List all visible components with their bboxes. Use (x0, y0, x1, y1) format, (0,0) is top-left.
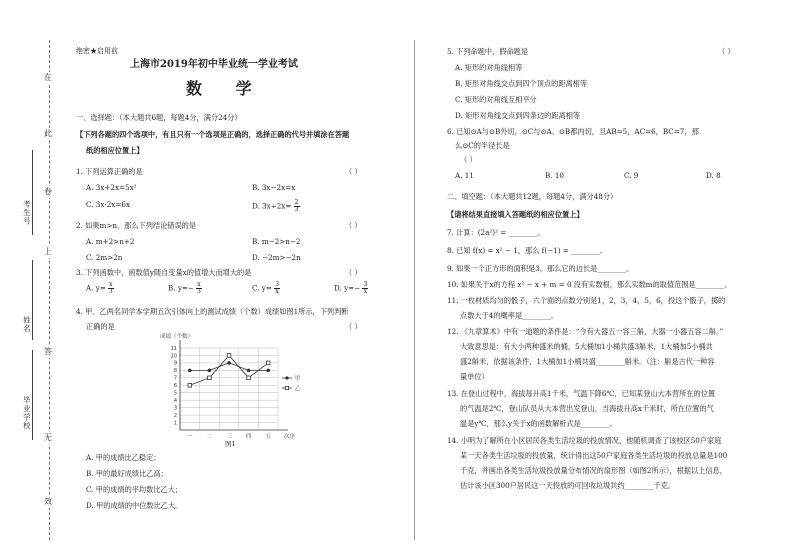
option-c[interactable]: C. 9 (624, 171, 639, 180)
answer-paren[interactable]: （ ） (345, 167, 362, 176)
answer-paren[interactable]: （ ） (345, 268, 362, 277)
y-tick-label: 6 (173, 383, 177, 390)
option-a[interactable]: A. 11 (455, 171, 474, 180)
binding-line (49, 40, 50, 540)
legend-label: 甲 (295, 376, 301, 382)
fraction-3-x: $\frac{3}{x}$ (275, 281, 280, 295)
binding-char: 无 (44, 433, 52, 442)
x-tick-label: 二 (206, 434, 213, 440)
name-label: 姓名 (22, 316, 32, 333)
column-divider (414, 40, 415, 540)
option-a-text: A. y= (86, 283, 106, 293)
option-d[interactable]: D. 8 (706, 171, 721, 180)
option-b[interactable]: B. 甲的最好成绩比乙高； (86, 469, 168, 478)
y-tick-label: 10 (170, 353, 177, 360)
y-tick-label: 4 (173, 397, 177, 404)
question-14: 某一天各类生活垃圾的投放量，统计得出这50户家庭各类生活垃圾的投放总量是100 (460, 451, 728, 460)
option-c[interactable] (252, 282, 280, 295)
answer-paren[interactable]: （ ） (345, 221, 362, 230)
option-b[interactable]: B. m−2>n−2 (252, 237, 301, 246)
y-tick-label: 8 (173, 368, 177, 375)
binding-char: 效 (44, 497, 52, 506)
data-point (247, 369, 251, 373)
question-12: 12. 《九章算术》中有一道题的条件是：“今有大器五一容三斛，大器一小器五容二斛。” (447, 327, 724, 336)
binding-char: 在 (44, 73, 52, 82)
data-point (208, 376, 212, 380)
question-10: 10. 如果关于x的方程 x² − x + m = 0 没有实数根，那么实数m的取值范围是________。 (447, 280, 732, 289)
x-tick-label: 四 (245, 434, 252, 440)
fraction-x-3: $\frac{x}{3}$ (108, 281, 113, 295)
option-a[interactable]: A. 3x+2x=5x² (86, 183, 137, 192)
fraction-2-3: $\frac{2}{3}$ (294, 199, 299, 213)
option-d-text: D. y=− (334, 283, 361, 293)
section1-heading: 一、选择题：（本大题共6题，每题4分，满分24分） (76, 113, 242, 122)
data-point (247, 376, 251, 380)
question-12: 大致意思是：有大小两种盛米的桶，5大桶加1小桶共盛3斛米，1大桶加5小桶共 (460, 342, 713, 351)
question-11: 11. 一枚材质均匀的骰子，六个面的点数分别是1，2，3，4，5，6，投这个骰子，掷的 (447, 296, 726, 305)
legend-label: 乙 (295, 386, 301, 392)
option-d-text: D. 3x÷2x= (252, 201, 292, 211)
option-b-text: B. y=− (168, 283, 194, 293)
question-9: 9. 如果一个正方形的面积是3，那么它的边长是________。 (447, 264, 634, 273)
question-8: 8. 已知 f(x) = x² − 1，那么 f(−1) = ________。 (447, 246, 608, 255)
data-point (266, 369, 270, 373)
data-point (188, 383, 192, 387)
school-field[interactable] (32, 350, 33, 440)
y-tick-label: 5 (173, 390, 177, 397)
y-tick-label: 1 (173, 420, 177, 427)
question-2-stem: 2. 如果m>n，那么下列结论错误的是 (76, 221, 197, 230)
option-b[interactable]: B. 3x−2x=x (252, 183, 296, 192)
answer-paren[interactable]: （ ） (460, 155, 477, 164)
x-tick-label: 一 (187, 434, 193, 440)
option-b[interactable]: B. 10 (545, 171, 564, 180)
question-12: 盛2斛米，依据该条件，1大桶加1小桶共盛________斛米。（注：斛是古代一种容 (460, 357, 715, 366)
data-point (227, 361, 231, 365)
question-4-stem: 正确的是 (86, 322, 115, 331)
option-c[interactable]: C. 2m>2n (86, 253, 123, 262)
question-5-stem: 5. 下列命题中，假命题是 (447, 47, 529, 56)
answer-paren[interactable]: （ ） (718, 47, 735, 56)
section2-instruction: 【请将结果直接填入答题纸的相应位置上】 (447, 210, 584, 219)
y-tick-label: 3 (173, 405, 177, 412)
data-point (208, 369, 212, 373)
fraction-x-3: $\frac{x}{3}$ (197, 281, 201, 295)
option-a[interactable]: A. 甲的成绩比乙稳定； (86, 453, 161, 462)
question-1-stem: 1. 下列运算正确的是 (76, 167, 143, 176)
data-point (266, 361, 270, 365)
option-d[interactable] (252, 200, 300, 213)
binding-char: 此 (44, 129, 52, 138)
binding-char: 上 (44, 247, 52, 256)
subject-title: 数 学 (186, 79, 266, 98)
binding-char: 答 (44, 347, 52, 356)
question-14: 估计该小区300户居民这一天投放的可回收垃圾共约________千克。 (460, 481, 675, 490)
student-id-label: 考生号 (22, 200, 32, 226)
question-6-stem: 么⊙C的半径长是 (455, 141, 510, 150)
option-b[interactable] (168, 282, 202, 295)
question-11: 点数大于4的概率是________。 (460, 311, 559, 320)
x-axis-label: 次序 (284, 434, 296, 440)
question-13: 温是y℃，那么y关于x的函数解析式是________。 (460, 419, 617, 428)
question-4-stem: 4. 甲、乙两名同学本学期五次引体向上的测试成绩（个数）成绩如图1所示，下列判断 (76, 307, 349, 316)
option-d[interactable]: D. −2m>−2n (252, 253, 301, 262)
question-13: 的气温是2℃，登山队员从大本营出发登山，当海拔升高x千米时，所在位置的气 (460, 404, 714, 413)
option-a[interactable]: A. m+2>n+2 (86, 237, 135, 246)
section1-instruction: 【下列各题的四个选项中，有且只有一个选项是正确的，选择正确的代号并填涂在答题 (76, 130, 350, 139)
option-a[interactable]: A. 矩形的对角线相等 (455, 63, 523, 72)
question-14: 千克，并画出各类生活垃圾投放量分布情况的扇形图（如图2所示），根据以上信息， (460, 466, 727, 475)
question-13: 13. 在登山过程中，海拔每升高1千米，气温下降6℃，已知某登山大本营所在的位置 (447, 389, 716, 398)
option-c[interactable]: C. 3x·2x=6x (86, 200, 130, 209)
figure-1-caption: 图1 (225, 440, 236, 448)
y-axis-label: 成绩（个数） (160, 334, 194, 340)
question-14: 14. 小明为了解所在小区居民各类生活垃圾的投放情况，他随机调查了该校区50户家庭 (447, 436, 722, 445)
data-point (227, 354, 231, 358)
question-6-stem: 6. 已知⊙A与⊙B外切，⊙C与⊙A、⊙B都内切，且AB=5，AC=6，BC=7，那 (447, 127, 699, 136)
x-tick-label: 五 (265, 434, 271, 440)
question-12: 量单位） (460, 372, 489, 381)
student-id-field[interactable] (32, 150, 33, 235)
section1-instruction: 纸的相应位置上】 (86, 146, 144, 155)
option-c[interactable]: C. 甲的成绩的平均数比乙大； (86, 485, 183, 494)
option-a[interactable] (86, 282, 114, 295)
option-d[interactable] (334, 282, 368, 295)
question-3-stem: 3. 下列函数中，函数值y随自变量x的值增大而增大的是 (76, 268, 252, 277)
option-d[interactable]: D. 矩形对角线交点到四条边的距离相等 (455, 111, 581, 120)
name-field[interactable] (32, 260, 33, 340)
option-c-text: C. y= (252, 283, 272, 293)
school-label: 毕业学校 (22, 396, 32, 430)
option-c[interactable]: C. 矩形的对角线互相平分 (455, 95, 537, 104)
y-tick-label: 11 (170, 345, 177, 352)
legend-marker (285, 376, 288, 379)
figure-1-chart (150, 330, 315, 440)
exam-title: 上海市2019年初中毕业统一学业考试 (130, 59, 298, 70)
data-point (188, 369, 192, 373)
fraction-3-x: $\frac{3}{x}$ (363, 281, 368, 295)
option-b[interactable]: B. 矩形对角线交点到四个顶点的距离相等 (455, 79, 588, 88)
y-tick-label: 2 (173, 412, 177, 419)
legend-marker (285, 386, 288, 389)
answer-paren[interactable]: （ ） (345, 322, 362, 331)
secret-mark: 绝密★启用前 (76, 47, 118, 55)
x-tick-label: 三 (226, 434, 232, 440)
y-tick-label: 9 (173, 360, 177, 367)
question-7: 7. 计算：(2a²)² = ________。 (447, 228, 545, 237)
section2-heading: 二、填空题：（本大题共12题，每题4分，满分48分） (447, 192, 618, 201)
y-tick-label: 7 (173, 375, 177, 382)
binding-char: 卷 (44, 187, 52, 196)
option-d[interactable]: D. 甲的成绩的中位数比乙大。 (86, 501, 183, 510)
